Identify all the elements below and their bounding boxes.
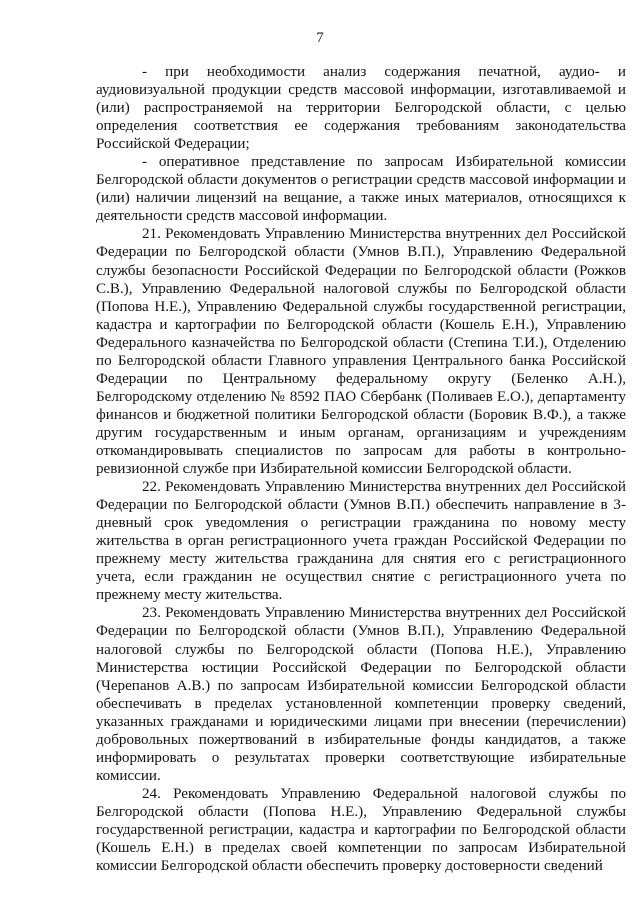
page-number: 7 [316, 30, 324, 46]
document-body [96, 63, 626, 875]
paragraph-documents-item: - оперативное представление по запросам Избирательной комиссии Белгородской области документов о регистрации средств массовой информации и (или) наличии лицензий на вещание, а также иных материалов, относящихся к деятельности средств массовой информации. [96, 154, 626, 225]
paragraph-analysis-item: - при необходимости анализ содержания печатной, аудио- и аудиовизуальной продукции средств массовой информации, изготавливаемой и (или) распространяемой на территории Белгородской области, с целью определения соответствия ее содержания требованиям законодательства Российской Федерации; [96, 64, 626, 153]
paragraph-24: 24. Рекомендовать Управлению Федеральной налоговой службы по Белгородской области (Попова Н.Е.), Управлению Федеральной службы государственной регистрации, кадастра и картографии по Белгородской области (Кошель Е.Н.) в пределах своей компетенции по запросам Избирательной комиссии Белгородской области обеспечить проверку достоверности сведений [96, 785, 626, 875]
paragraph-23: 23. Рекомендовать Управлению Министерства внутренних дел Российской Федерации по Белгородской области (Умнов В.П.), Управлению Федеральной налоговой службы по Белгородской области (Попова Н.Е.), Управлению Министерства юстиции Российской Федерации по Белгородской области (Черепанов А.В.) по запросам Избирательной комиссии Белгородской области обеспечивать в пределах установленной компетенции проверку сведений, указанных гражданами и юридическими лицами при внесении (перечислении) добровольных пожертвований в избирательные фонды кандидатов, а также информировать о результатах проверки соответствующие избирательные комиссии. [96, 605, 626, 784]
paragraph-21: 21. Рекомендовать Управлению Министерства внутренних дел Российской Федерации по Белгородской области (Умнов В.П.), Управлению Федеральной службы безопасности Российской Федерации по Белгородской области (Рожков С.В.), Управлению Федеральной налоговой службы по Белгородской области (Попова Н.Е.), Управлению Федеральной службы государственной регистрации, кадастра и картографии по Белгородской области (Кошель Е.Н.), Управлению Федерального казначейства по Белгородской области (Степина Т.И.), Отделению по Белгородской области Главного управления Центрального банка Российской Федерации по Центральному федеральному округу (Беленко А.Н.), Белгородскому отделению № 8592 ПАО Сбербанк (Поливаев Е.О.), департаменту финансов и бюджетной политики Белгородской области (Боровик В.Ф.), а также другим государственным и иным органам, организациям и учреждениям откомандировывать специалистов по запросам для работы в контрольно-ревизионной службе при Избирательной комиссии Белгородской области. [96, 226, 626, 478]
paragraph-22: 22. Рекомендовать Управлению Министерства внутренних дел Российской Федерации по Белгородской области (Умнов В.П.) обеспечить направление в 3-дневный срок уведомления о регистрации гражданина по новому месту жительства в орган регистрационного учета граждан Российской Федерации по прежнему месту жительства гражданина для снятия его с регистрационного учета, если гражданин не осуществил снятие с регистрационного учета по прежнему месту жительства. [96, 479, 626, 604]
